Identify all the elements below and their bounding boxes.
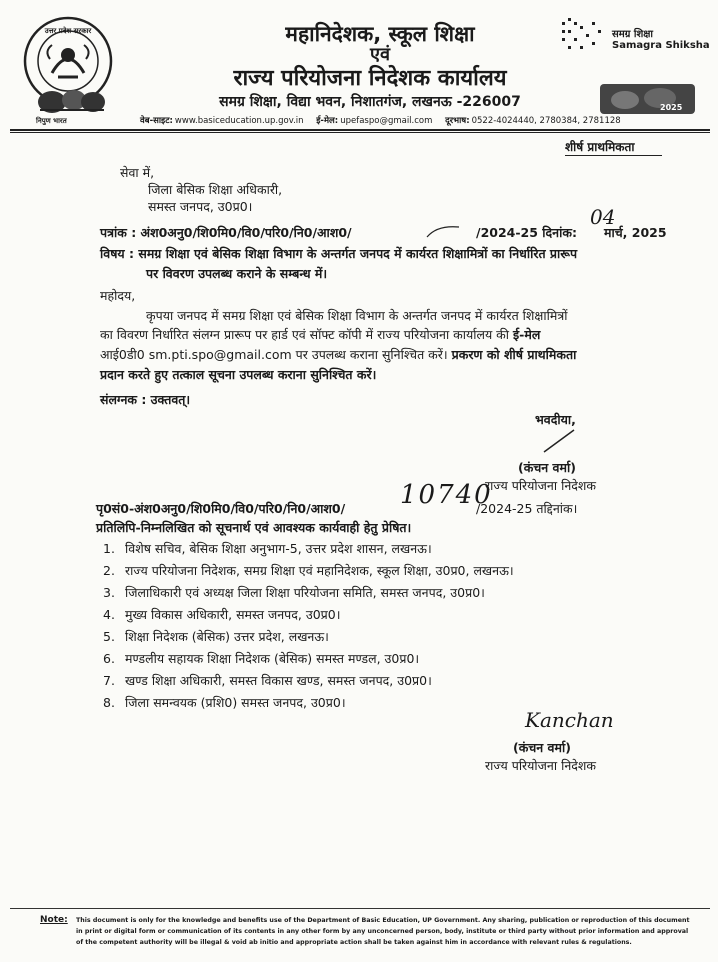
body-para-line1: कृपया जनपद में समग्र शिक्षा एवं बेसिक शिक्षा विभाग के अन्तर्गत जनपद में कार्यरत शिक्षामित्रों (146, 308, 568, 323)
item-number: 5. (103, 629, 115, 644)
header-rule-thin (10, 132, 710, 133)
reference-suffix: /2024-25 दिनांक: (476, 225, 577, 240)
samagra-hindi-text: समग्र शिक्षा (612, 29, 654, 40)
footer-rule (10, 908, 710, 909)
body-para-line3-text: पर उपलब्ध कराना सुनिश्चित करें। (295, 347, 448, 362)
item-number: 6. (103, 651, 115, 666)
body-para-line2-text: का विवरण निर्धारित संलग्न प्रारूप पर हार्ड एवं सॉफ्ट कॉपी में राज्य परियोजना कार्यालय की (100, 327, 510, 342)
body-para-priority-text: प्रकरण को शीर्ष प्राथमिकता (451, 347, 577, 362)
distribution-item (103, 540, 514, 562)
nipun-bharat-text: निपुण भारत (36, 117, 67, 125)
signer-title: राज्य परियोजना निदेशक (485, 478, 596, 493)
copy-reference-prefix: पृ0सं0-अंश0अनु0/शि0मि0/वि0/परि0/नि0/आश0/ (96, 501, 346, 516)
copy-signer-name: (कंचन वर्मा) (513, 740, 571, 755)
subject-line2: पर विवरण उपलब्ध कराने के सम्बन्ध में। (146, 266, 328, 281)
priority-underline (565, 155, 662, 156)
copy-signer-title: राज्य परियोजना निदेशक (485, 758, 596, 773)
distribution-item (103, 584, 514, 606)
reference-prefix: पत्रांक : अंश0अनु0/शि0मि0/वि0/परि0/नि0/आश0/ (100, 225, 352, 240)
email-label: ई-मेल: (316, 116, 339, 126)
office-title-line2: एवं (370, 44, 390, 65)
note-text: This document is only for the knowledge and benefits use of the Department of Basic Education, UP Government. Any sharing, publication or reproduction of this document in print or digital form or communication of its contents in any other form by any unconcerned person, body, institute or third party without prior information and approval of the competent authority will be illegal & void ab initio and appropriate action shall be taken against him in accordance with relevant rules & regulations. (76, 917, 690, 946)
distribution-item (103, 628, 514, 650)
note-label: Note: (40, 915, 68, 925)
item-number: 4. (103, 607, 115, 622)
item-number: 3. (103, 585, 115, 600)
office-title-line1: महानिदेशक, स्कूल शिक्षा (285, 22, 475, 46)
distribution-item (103, 694, 514, 716)
item-text: विशेष सचिव, बेसिक शिक्षा अनुभाग-5, उत्तर प्रदेश शासन, लखनऊ। (125, 541, 432, 556)
item-number: 7. (103, 673, 115, 688)
item-text: जिला समन्वयक (प्रशि0) समस्त जनपद, उ0प्र0। (125, 695, 346, 710)
copy-signature-handwritten: Kanchan (525, 708, 614, 732)
body-para-email-word: ई-मेल (513, 327, 541, 342)
year-badge: 2025 (660, 103, 683, 112)
body-para-line4: प्रदान करते हुए तत्काल सूचना उपलब्ध कराना सुनिश्चित करें। (100, 367, 377, 382)
item-text: मुख्य विकास अधिकारी, समस्त जनपद, उ0प्र0। (125, 607, 341, 622)
office-address: समग्र शिक्षा, विद्या भवन, निशातगंज, लखनऊ -226007 (219, 94, 521, 110)
copy-intro: प्रतिलिपि-निम्नलिखित को सूचनार्थ एवं आवश्यक कार्यवाही हेतु प्रेषित। (96, 520, 412, 535)
email-link[interactable]: upefaspo@gmail.com (340, 116, 433, 126)
reference-month-year: मार्च, 2025 (604, 225, 667, 240)
item-number: 2. (103, 563, 115, 578)
body-para-line2 (100, 325, 540, 344)
recipient-line1: जिला बेसिक शिक्षा अधिकारी, (148, 182, 283, 197)
signer-name: (कंचन वर्मा) (518, 460, 576, 475)
website-label: वेब-साइट: (140, 116, 173, 126)
website-link[interactable]: www.basiceducation.up.gov.in (174, 116, 304, 126)
body-para-line3 (100, 345, 576, 364)
distribution-item (103, 672, 514, 694)
samagra-shiksha-logo-icon (560, 16, 606, 56)
body-para-id-label: आई0डी0 (100, 347, 145, 362)
subject-line1: विषय : समग्र शिक्षा एवं बेसिक शिक्षा विभाग के अन्तर्गत जनपद में कार्यरत शिक्षामित्रों का निर्धारित प्रारूप (100, 246, 578, 261)
salutation: महोदय, (100, 288, 136, 303)
copy-reference-number-handwritten: 10740 (400, 480, 493, 510)
recipient-line2: समस्त जनपद, उ0प्र0। (148, 199, 253, 214)
item-number: 1. (103, 541, 115, 556)
handwritten-slash-mark-icon (423, 221, 463, 241)
distribution-item (103, 606, 514, 628)
item-text: राज्य परियोजना निदेशक, समग्र शिक्षा एवं महानिदेशक, स्कूल शिक्षा, उ0प्र0, लखनऊ। (125, 563, 514, 578)
seal-text: उत्तर प्रदेश सरकार (44, 27, 92, 35)
enclosure-line: संलग्नक : उक्तवत्। (100, 392, 191, 407)
item-text: जिलाधिकारी एवं अध्यक्ष जिला शिक्षा परियोजना समिति, समस्त जनपद, उ0प्र0। (125, 585, 485, 600)
samagra-english-text: Samagra Shiksha (612, 40, 710, 51)
item-text: शिक्षा निदेशक (बेसिक) उत्तर प्रदेश, लखनऊ। (125, 629, 329, 644)
reference-day-handwritten: 04 (590, 205, 616, 229)
distribution-item (103, 562, 514, 584)
item-text: खण्ड शिक्षा अधिकारी, समस्त विकास खण्ड, समस्त जनपद, उ0प्र0। (125, 673, 432, 688)
item-text: मण्डलीय सहायक शिक्षा निदेशक (बेसिक) समस्त मण्डल, उ0प्र0। (125, 651, 420, 666)
copy-reference-suffix: /2024-25 तद्दिनांक। (476, 501, 578, 516)
addressee-intro: सेवा में, (120, 165, 155, 180)
phone-number: 0522-4024440, 2780384, 2781128 (471, 116, 621, 126)
distribution-item (103, 650, 514, 672)
signature-mark-icon (540, 426, 580, 456)
header-rule (10, 129, 710, 131)
closing-line: भवदीया, (535, 412, 576, 427)
distribution-list (103, 540, 514, 716)
contact-email-link[interactable]: sm.pti.spo@gmail.com (148, 347, 292, 362)
item-number: 8. (103, 695, 115, 710)
phone-label: दूरभाष: (445, 116, 470, 126)
priority-label: शीर्ष प्राथमिकता (565, 140, 635, 154)
office-title-line3: राज्य परियोजना निदेशक कार्यालय (233, 66, 507, 91)
